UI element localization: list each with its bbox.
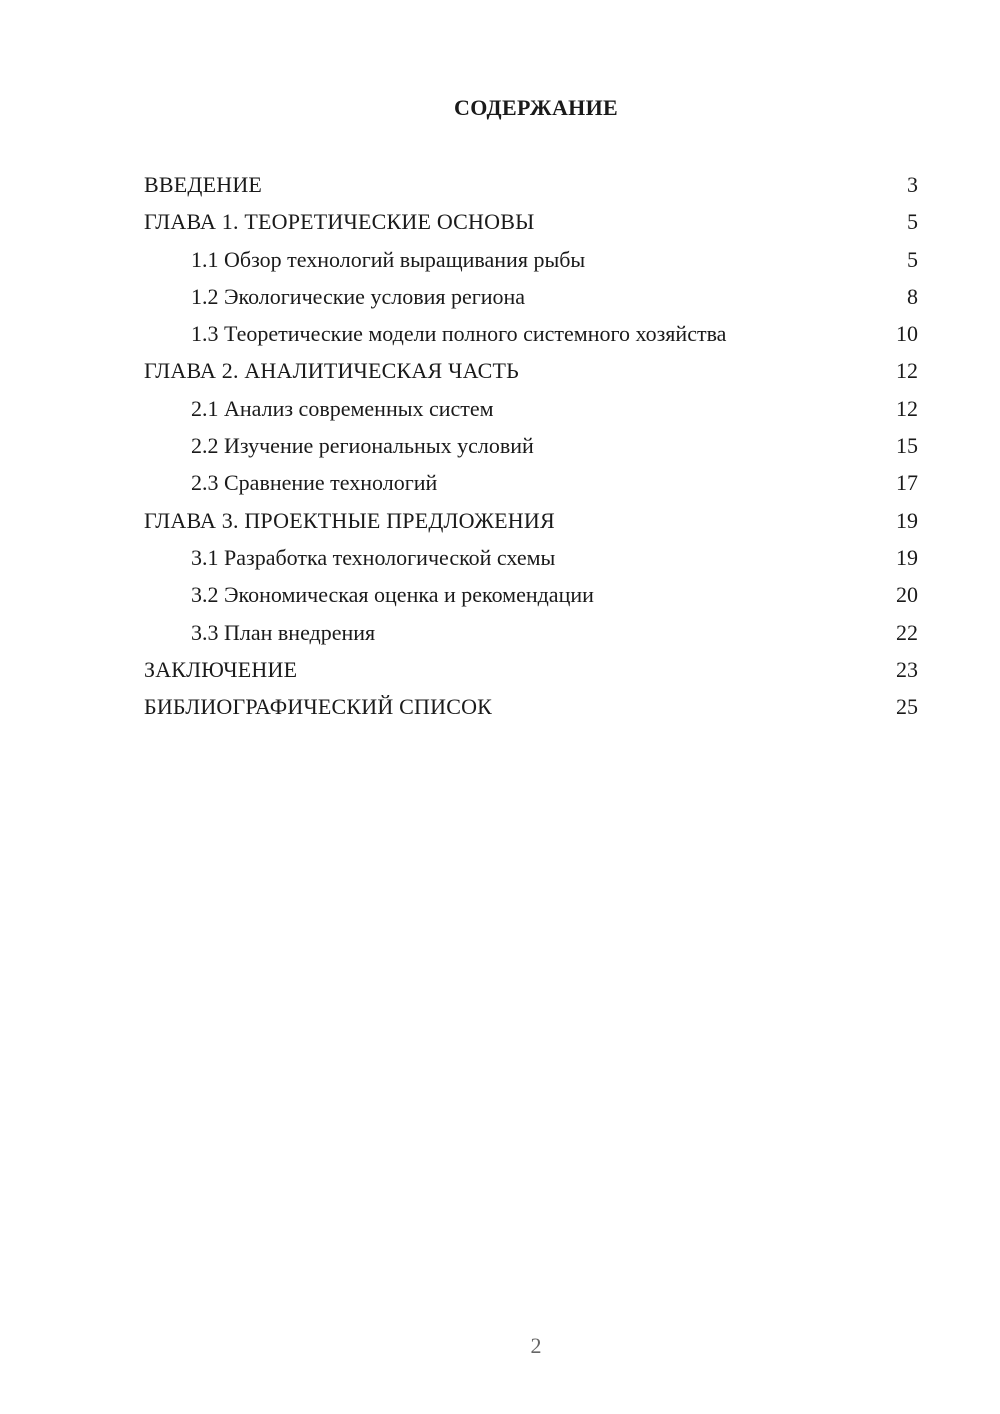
table-of-contents — [144, 166, 918, 725]
toc-entry-label: 2.1 Анализ современных систем — [191, 395, 494, 421]
toc-entry-section-1-3 — [144, 315, 918, 352]
toc-entry-chapter-2 — [144, 352, 918, 389]
page-number: 2 — [530, 1333, 542, 1358]
toc-entry-page: 10 — [896, 321, 918, 347]
toc-entry-page: 20 — [896, 582, 918, 608]
toc-entry-label: 2.2 Изучение региональных условий — [191, 433, 534, 459]
toc-entry-label: 1.2 Экологические условия региона — [191, 283, 526, 309]
toc-entry-label: 3.2 Экономическая оценка и рекомендации — [191, 582, 594, 608]
toc-entry-chapter-3 — [144, 502, 918, 539]
toc-entry-section-1-2 — [144, 278, 918, 315]
toc-entry-section-3-3 — [144, 614, 918, 651]
toc-entry-page: 22 — [896, 619, 918, 645]
toc-entry-section-2-2 — [144, 427, 918, 464]
toc-entry-section-2-1 — [144, 390, 918, 427]
toc-entry-page: 3 — [907, 172, 918, 197]
toc-entry-section-1-1 — [144, 241, 918, 278]
toc-title: СОДЕРЖАНИЕ — [454, 95, 618, 120]
toc-entry-page: 25 — [896, 694, 918, 720]
toc-entry-chapter-1 — [144, 203, 918, 240]
toc-entry-label: 1.3 Теоретические модели полного системного хозяйства — [191, 321, 727, 347]
toc-entry-label: ЗАКЛЮЧЕНИЕ — [144, 656, 298, 682]
toc-entry-page: 17 — [896, 470, 918, 496]
toc-entry-label: 3.3 План внедрения — [191, 619, 376, 645]
toc-entry-label: ГЛАВА 1. ТЕОРЕТИЧЕСКИЕ ОСНОВЫ — [144, 209, 535, 235]
toc-entry-label: 1.1 Обзор технологий выращивания рыбы — [191, 246, 586, 272]
toc-entry-page: 19 — [896, 544, 918, 570]
toc-entry-label: ВВЕДЕНИЕ — [144, 172, 263, 197]
toc-entry-section-3-1 — [144, 539, 918, 576]
toc-entry-label: ГЛАВА 2. АНАЛИТИЧЕСКАЯ ЧАСТЬ — [144, 358, 519, 384]
toc-entry-page: 12 — [896, 395, 918, 421]
toc-entry-page: 12 — [896, 358, 918, 384]
toc-entry-label: ГЛАВА 3. ПРОЕКТНЫЕ ПРЕДЛОЖЕНИЯ — [144, 507, 555, 533]
toc-entry-label: 2.3 Сравнение технологий — [191, 470, 438, 496]
toc-entry-introduction — [144, 166, 918, 203]
toc-entry-page: 5 — [907, 246, 918, 272]
toc-entry-label: БИБЛИОГРАФИЧЕСКИЙ СПИСОК — [144, 694, 493, 720]
toc-entry-page: 15 — [896, 433, 918, 459]
toc-entry-bibliography — [144, 688, 918, 725]
toc-entry-page: 5 — [907, 209, 918, 235]
toc-entry-section-2-3 — [144, 464, 918, 501]
toc-entry-page: 19 — [896, 507, 918, 533]
toc-entry-conclusion — [144, 651, 918, 688]
toc-entry-page: 8 — [907, 283, 918, 309]
toc-entry-section-3-2 — [144, 576, 918, 613]
toc-entry-label: 3.1 Разработка технологической схемы — [191, 544, 556, 570]
toc-entry-page: 23 — [896, 656, 918, 682]
